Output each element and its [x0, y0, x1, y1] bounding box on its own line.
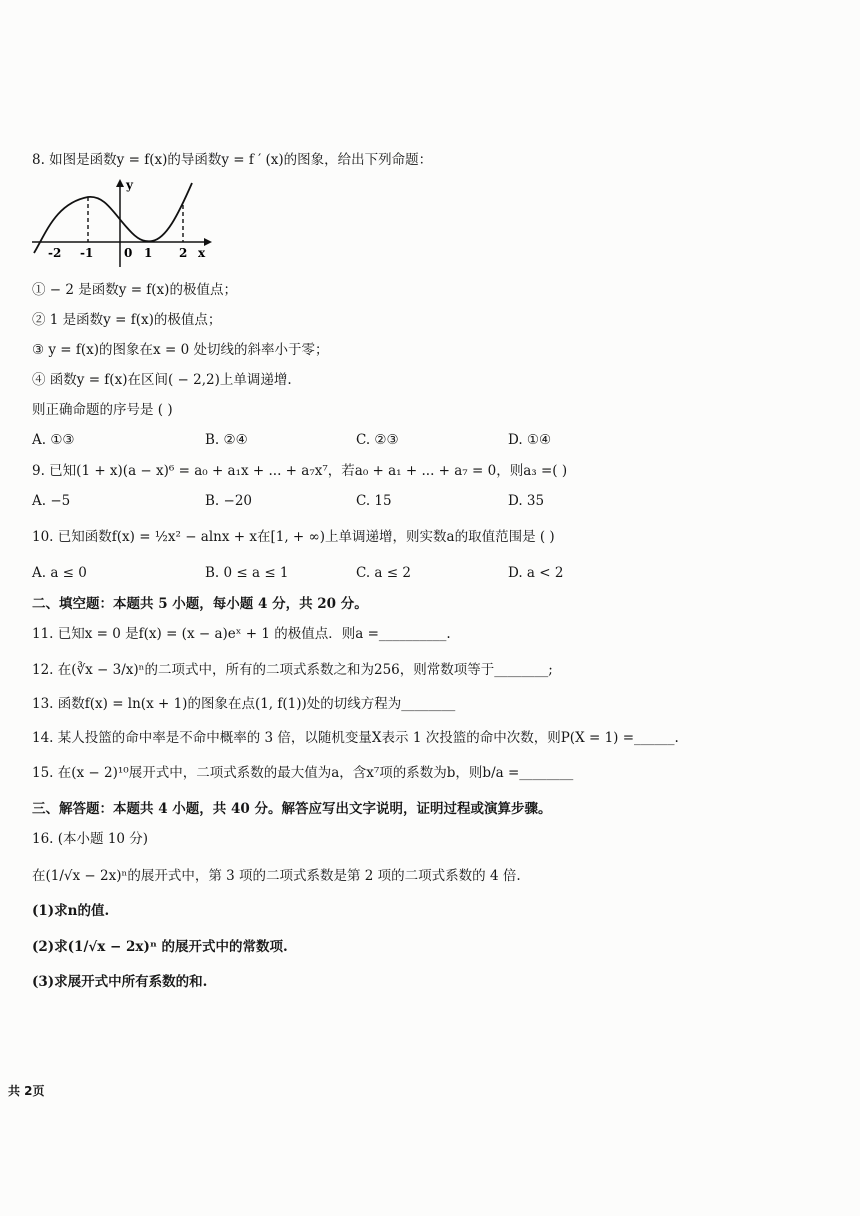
x-axis-arrow	[204, 238, 212, 246]
q8-statement-3: ③ y = f(x)的图象在x = 0 处切线的斜率小于零；	[32, 342, 329, 358]
section-3-heading: 三、解答题：本题共 4 小题，共 40 分。解答应写出文字说明，证明过程或演算步骤。	[32, 801, 552, 817]
x-label: x	[198, 246, 206, 260]
q8-prompt: 则正确命题的序号是 ( )	[32, 402, 173, 418]
q8-option-d: D. ①④	[508, 432, 552, 448]
q16-part-1: (1)求n的值.	[32, 903, 110, 919]
derivative-graph	[28, 175, 218, 270]
q8-statement-4: ④ 函数y = f(x)在区间( − 2,2)上单调递增.	[32, 372, 292, 388]
page-footer: 共 2页	[8, 1084, 45, 1098]
tick-1: 1	[144, 246, 153, 260]
q10-option-d: D. a < 2	[508, 565, 564, 581]
q12-text: 12. 在(∛x − 3/x)ⁿ的二项式中，所有的二项式系数之和为256，则常数项等于________;	[32, 662, 553, 678]
q10-option-c: C. a ≤ 2	[356, 565, 411, 581]
tick-minus-1: -1	[80, 246, 94, 260]
q8-statement-2: ② 1 是函数y = f(x)的极值点；	[32, 312, 222, 328]
q15-text: 15. 在(x − 2)¹⁰展开式中，二项式系数的最大值为a，含x⁷项的系数为b，则b/a =________	[32, 765, 574, 781]
section-2-heading: 二、填空题：本题共 5 小题，每小题 4 分，共 20 分。	[32, 596, 368, 612]
q9-option-b: B. −20	[205, 493, 252, 509]
q8-option-a: A. ①③	[32, 432, 75, 448]
q10-option-b: B. 0 ≤ a ≤ 1	[205, 565, 289, 581]
q10-stem: 10. 已知函数f(x) = ½x² − alnx + x在[1, + ∞)上单调递增，则实数a的取值范围是 ( )	[32, 529, 555, 545]
q9-option-d: D. 35	[508, 493, 545, 509]
q8-statement-1: ① − 2 是函数y = f(x)的极值点；	[32, 282, 237, 298]
tick-minus-2: -2	[48, 246, 62, 260]
y-label: y	[126, 178, 133, 192]
q13-text: 13. 函数f(x) = ln(x + 1)的图象在点(1, f(1))处的切线方程为________	[32, 696, 456, 712]
tick-2: 2	[179, 246, 188, 260]
q14-text: 14. 某人投篮的命中率是不命中概率的 3 倍，以随机变量X表示 1 次投篮的命中次数，则P(X = 1) =______.	[32, 730, 679, 746]
q9-stem: 9. 已知(1 + x)(a − x)⁶ = a₀ + a₁x + ... + a₇x⁷，若a₀ + a₁ + ... + a₇ = 0，则a₃ =( )	[32, 463, 568, 479]
tick-0: 0	[124, 246, 133, 260]
q8-stem: 8. 如图是函数y = f(x)的导函数y = f ′ (x)的图象，给出下列命题：	[32, 152, 433, 168]
y-axis-arrow	[116, 179, 124, 187]
q16-stem: 在(1/√x − 2x)ⁿ的展开式中，第 3 项的二项式系数是第 2 项的二项式系数的 4 倍.	[32, 868, 521, 884]
q8-option-b: B. ②④	[205, 432, 248, 448]
q16-title: 16. (本小题 10 分)	[32, 831, 149, 847]
q8-option-c: C. ②③	[356, 432, 399, 448]
q16-part-3: (3)求展开式中所有系数的和.	[32, 974, 208, 990]
q10-option-a: A. a ≤ 0	[32, 565, 87, 581]
q9-option-c: C. 15	[356, 493, 392, 509]
q9-option-a: A. −5	[32, 493, 71, 509]
q16-part-2: (2)求(1/√x − 2x)ⁿ 的展开式中的常数项.	[32, 939, 288, 955]
q11-text: 11. 已知x = 0 是f(x) = (x − a)eˣ + 1 的极值点．则a =__________.	[32, 626, 451, 642]
